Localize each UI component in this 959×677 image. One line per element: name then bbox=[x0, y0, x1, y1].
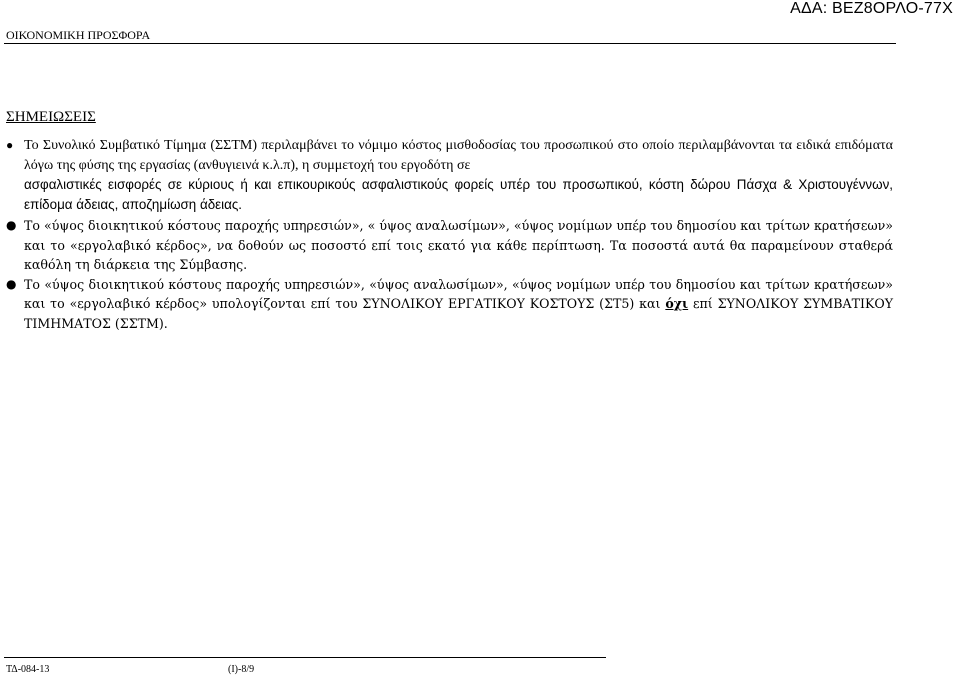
note-text: Το Συνολικό Συμβατικό Τίμημα (ΣΣΤΜ) περιλαμβάνει το νόμιμο κόστος μισθοδοσίας του προσωπικού στο οποίο περιλαμβάνονται τα ειδικά επιδόματα λόγω της φύσης της εργασίας (ανθυγιεινά κ.λ.π), η συμμετοχή του εργοδότη σε bbox=[24, 138, 893, 173]
note-text: ασφαλιστικές εισφορές σε κύριους ή και επικουρικούς ασφαλιστικούς φορείς υπέρ του προσωπικού, κόστη δώρου Πάσχα & Χριστουγέννων, επίδομα άδειας, αποζημίωση άδειας. bbox=[24, 177, 893, 212]
note-item bbox=[6, 275, 894, 334]
notes-list bbox=[6, 136, 894, 333]
note-text: Το «ύψος διοικητικού κόστους παροχής υπηρεσιών», «ύψος αναλωσίμων», «ύψος νομίμων υπέρ του δημοσίου και τρίτων κρατήσεων» και το «εργολαβικό κέρδος» υπολογίζονται επί του ΣΥΝΟΛΙΚΟΥ ΕΡΓΑΤΙΚΟΥ ΚΟΣΤΟΥΣ (ΣΤ5) και bbox=[24, 276, 893, 311]
note-item bbox=[6, 136, 893, 175]
bullet-icon: ● bbox=[6, 218, 17, 232]
document-header: ΟΙΚΟΝΟΜΙΚΗ ΠΡΟΣΦΟΡΑ bbox=[6, 28, 151, 42]
note-text: Το «ύψος διοικητικού κόστους παροχής υπηρεσιών», « ύψος αναλωσίμων», «ύψος νομίμων υπέρ του δημοσίου και τρίτων κρατήσεων» και το «εργολαβικό κέρδος», να δοθούν ως ποσοστό επί τοις εκατό για κάθε περίπτωση. Τα ποσοστά αυτά θα παραμείνουν σταθερά καθόλη τη διάρκεια της Σύμβασης. bbox=[24, 218, 893, 272]
bullet-icon: ● bbox=[6, 276, 17, 291]
footer-code: ΤΔ-084-13 bbox=[6, 664, 50, 675]
note-text: επί ΣΥΝΟΛΙΚΟΥ ΣΥΜΒΑΤΙΚΟΥ ΤΙΜΗΜΑΤΟΣ (ΣΣΤΜ). bbox=[24, 296, 894, 331]
header-divider bbox=[4, 43, 896, 44]
bullet-icon: ● bbox=[6, 138, 14, 152]
ada-code: ΑΔΑ: ΒΕΖ8ΟΡΛΟ-77Χ bbox=[790, 0, 953, 17]
emphasis-text: όχι bbox=[665, 296, 689, 311]
footer-divider bbox=[4, 657, 606, 658]
page-number: (Ι)-8/9 bbox=[228, 664, 255, 675]
notes-title: ΣΗΜΕΙΩΣΕΙΣ bbox=[6, 109, 96, 125]
note-item-continuation bbox=[24, 175, 893, 214]
note-item bbox=[6, 216, 893, 275]
